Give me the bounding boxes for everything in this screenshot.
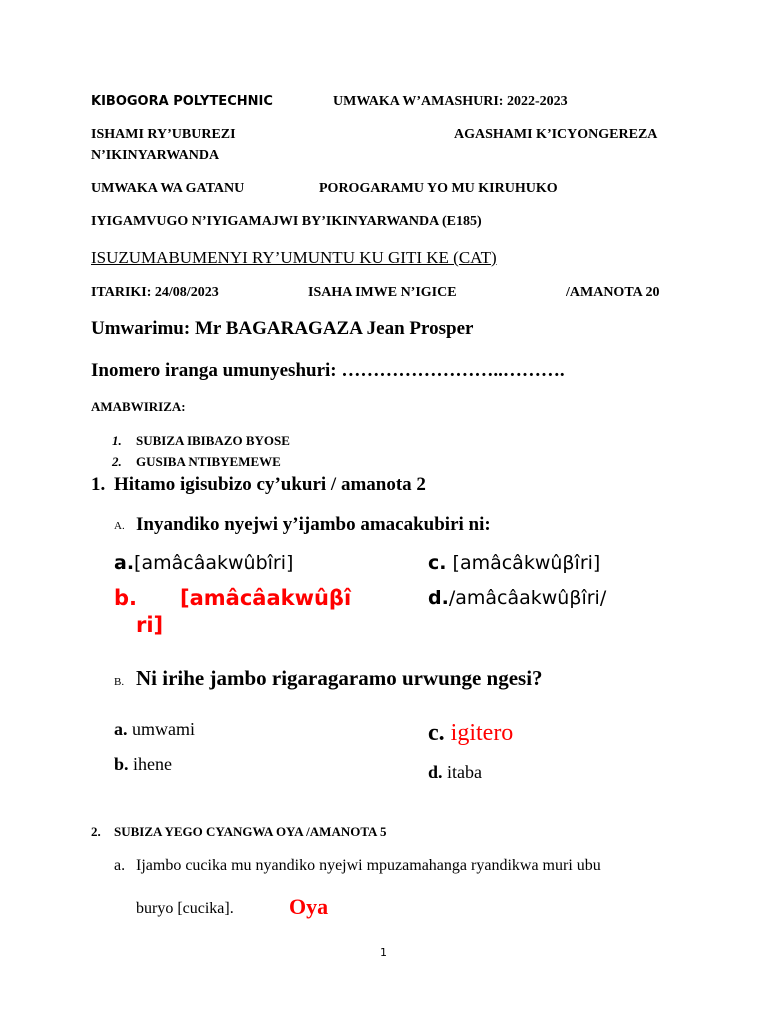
page-number: 1	[380, 946, 387, 959]
qa-option-b	[114, 586, 137, 610]
s2-question-a-text: Ijambo cucika mu nyandiko nyejwi mpuzamahanga ryandikwa muri ubu	[136, 857, 601, 874]
qa-option-a	[114, 552, 293, 574]
qa-option-a-letter: a.	[114, 552, 135, 574]
instruction-num-2: 2.	[112, 454, 122, 469]
qb-option-d-letter: d.	[428, 762, 443, 782]
qa-option-d	[428, 587, 606, 609]
student-number-field: Inomero iranga umunyeshuri: ……………………..……….	[91, 360, 565, 381]
qa-option-b-letter: b.	[114, 586, 138, 610]
qb-option-a	[114, 719, 195, 740]
year-of-study: UMWAKA WA GATANU	[91, 181, 245, 196]
teacher-name: Umwarimu: Mr BAGARAGAZA Jean Prosper	[91, 318, 474, 339]
question-b-letter: B.	[114, 676, 125, 688]
s2-question-a-letter: a.	[114, 857, 126, 874]
department: ISHAMI RY’UBUREZI	[91, 127, 236, 142]
institution-name: KIBOGORA POLYTECHNIC	[91, 94, 273, 109]
qa-option-d-text: /amâcâakwûβîri/	[448, 587, 607, 609]
instruction-num-1: 1.	[112, 433, 122, 448]
section2-title: SUBIZA YEGO CYANGWA OYA /AMANOTA 5	[114, 824, 387, 839]
section2-number: 2.	[91, 824, 101, 839]
question-b-text: Ni irihe jambo rigaragaramo urwunge ngesi?	[136, 666, 543, 690]
exam-duration: ISAHA IMWE N’IGICE	[308, 285, 457, 300]
s2-answer-a: Oya	[289, 894, 329, 919]
exam-date: ITARIKI: 24/08/2023	[91, 285, 219, 300]
question-a-letter: A.	[114, 520, 125, 532]
qb-option-d	[428, 762, 482, 783]
qb-option-b-letter: b.	[114, 754, 129, 774]
department-line2: N’IKINYARWANDA	[91, 148, 220, 163]
qb-option-a-letter: a.	[114, 719, 128, 739]
s2-question-a-text-line2: buryo [cucika].	[136, 900, 234, 917]
qa-option-c-letter: c.	[428, 552, 447, 574]
program: POROGARAMU YO MU KIRUHUKO	[319, 181, 558, 196]
qa-option-b-answer-line2: ri]	[136, 613, 164, 637]
qa-option-d-letter: d.	[428, 587, 449, 609]
academic-year: UMWAKA W’AMASHURI: 2022-2023	[333, 94, 568, 109]
qa-option-a-text: [amâcâakwûbîri]	[134, 552, 294, 574]
qa-option-c-text: [amâcâkwûβîri]	[452, 552, 601, 574]
qa-option-c	[428, 552, 600, 574]
qb-option-b-text: ihene	[133, 754, 172, 774]
question-a-text: Inyandiko nyejwi y’ijambo amacakubiri ni:	[136, 514, 491, 535]
exam-title: ISUZUMABUMENYI RY’UMUNTU KU GITI KE (CAT)	[91, 248, 497, 267]
instructions-title: AMABWIRIZA:	[91, 399, 186, 414]
section1-number: 1.	[91, 474, 106, 495]
total-marks: /AMANOTA 20	[566, 285, 660, 300]
qb-option-a-text: umwami	[132, 719, 195, 739]
module-name: IYIGAMVUGO N’IYIGAMAJWI BY’IKINYARWANDA (E185)	[91, 214, 482, 229]
instruction-1: SUBIZA IBIBAZO BYOSE	[136, 433, 290, 448]
qa-option-b-answer-line1: [amâcâakwûβî	[180, 586, 352, 610]
instruction-2: GUSIBA NTIBYEMEWE	[136, 454, 281, 469]
qb-option-c	[428, 720, 513, 747]
qb-option-b	[114, 754, 172, 775]
option: AGASHAMI K’ICYONGEREZA	[454, 127, 658, 142]
section1-title: Hitamo igisubizo cy’ukuri / amanota 2	[114, 474, 426, 495]
qb-option-c-letter: c.	[428, 720, 445, 746]
qb-option-c-answer: igitero	[450, 720, 514, 746]
qb-option-d-text: itaba	[447, 762, 482, 782]
